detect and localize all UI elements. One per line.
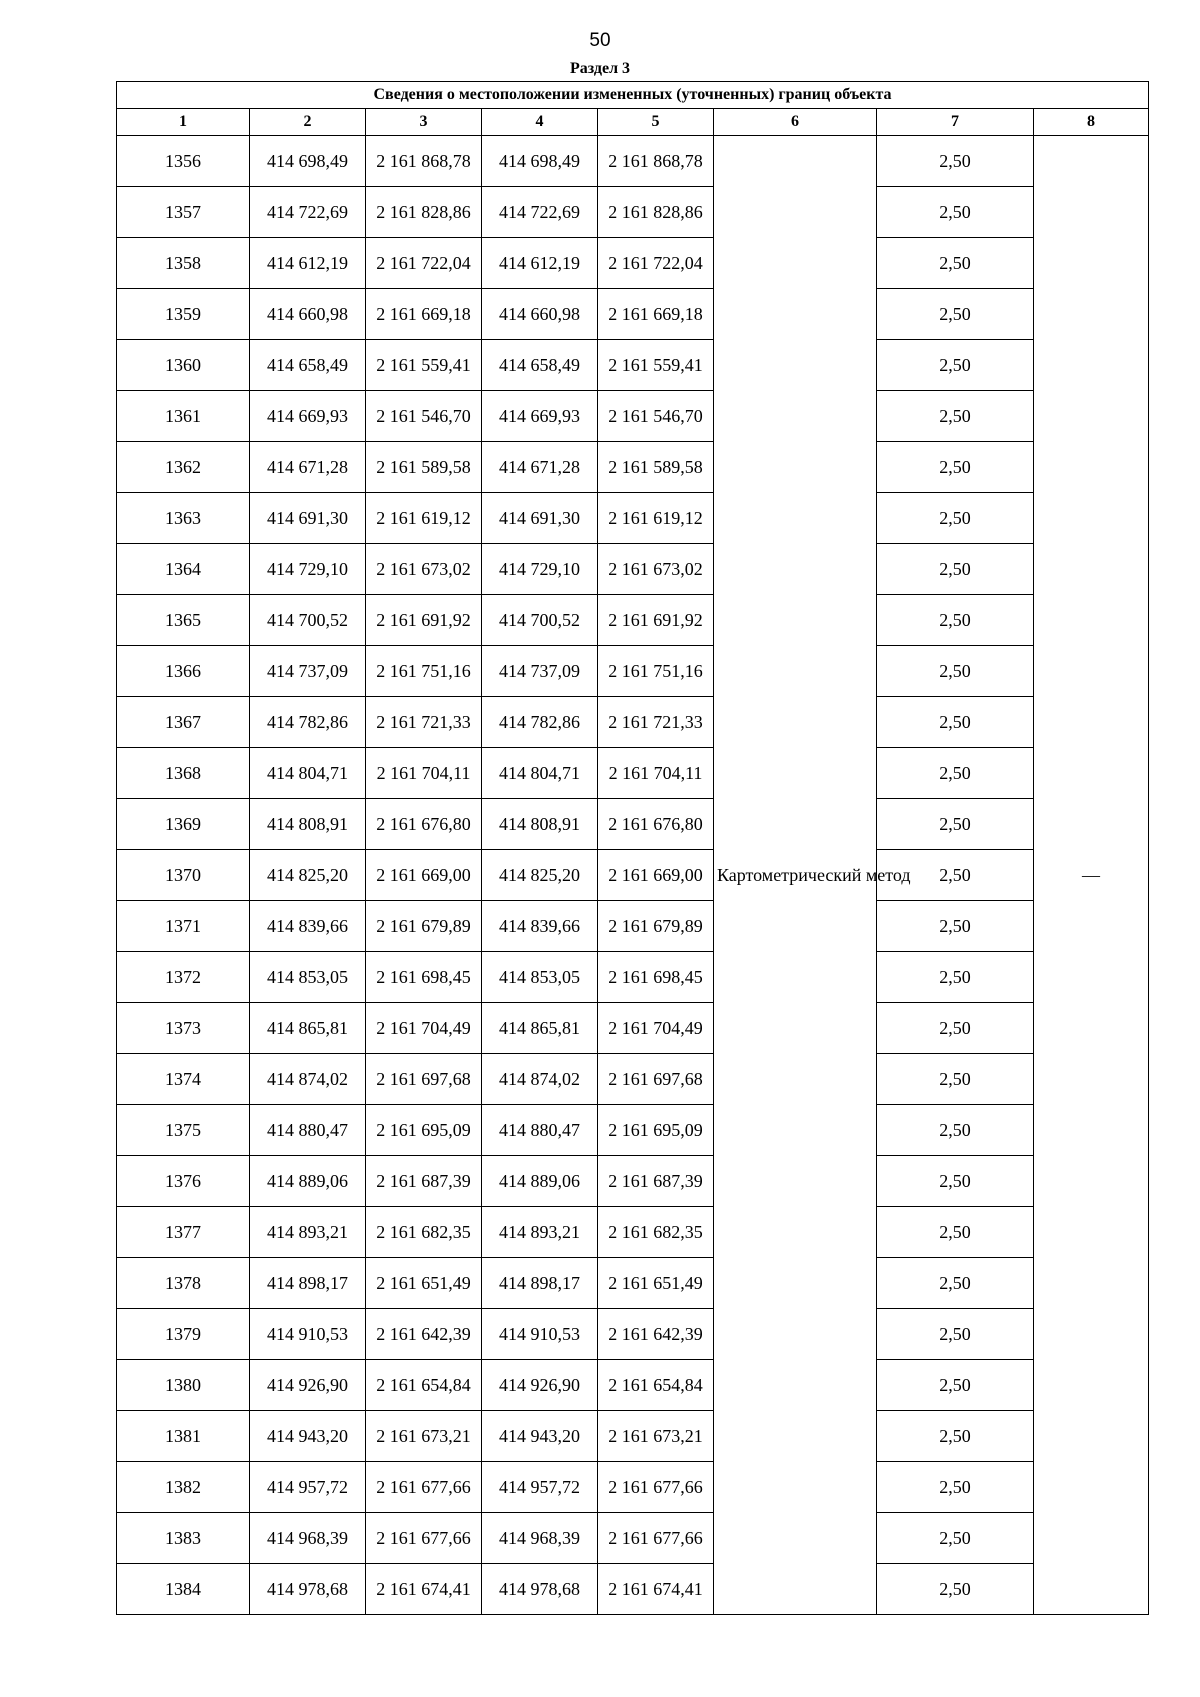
existing-x-cell: 414 691,30 <box>250 493 366 544</box>
new-x-cell: 414 808,91 <box>482 799 598 850</box>
new-x-cell: 414 898,17 <box>482 1258 598 1309</box>
existing-y-cell: 2 161 682,35 <box>366 1207 482 1258</box>
existing-y-cell: 2 161 642,39 <box>366 1309 482 1360</box>
point-number-cell: 1360 <box>117 340 250 391</box>
table-row <box>117 493 1149 544</box>
new-x-cell: 414 839,66 <box>482 901 598 952</box>
table-row <box>117 1003 1149 1054</box>
accuracy-cell: 2,50 <box>877 289 1034 340</box>
existing-x-cell: 414 968,39 <box>250 1513 366 1564</box>
new-x-cell: 414 889,06 <box>482 1156 598 1207</box>
new-y-cell: 2 161 828,86 <box>598 187 714 238</box>
existing-x-cell: 414 898,17 <box>250 1258 366 1309</box>
table-row <box>117 799 1149 850</box>
point-number-cell: 1359 <box>117 289 250 340</box>
accuracy-cell: 2,50 <box>877 1411 1034 1462</box>
new-x-cell: 414 893,21 <box>482 1207 598 1258</box>
existing-x-cell: 414 825,20 <box>250 850 366 901</box>
new-y-cell: 2 161 704,49 <box>598 1003 714 1054</box>
new-y-cell: 2 161 651,49 <box>598 1258 714 1309</box>
existing-x-cell: 414 839,66 <box>250 901 366 952</box>
point-number-cell: 1367 <box>117 697 250 748</box>
new-x-cell: 414 874,02 <box>482 1054 598 1105</box>
accuracy-cell: 2,50 <box>877 238 1034 289</box>
existing-y-cell: 2 161 704,49 <box>366 1003 482 1054</box>
existing-y-cell: 2 161 679,89 <box>366 901 482 952</box>
table-row <box>117 1411 1149 1462</box>
table-row <box>117 748 1149 799</box>
table-row <box>117 697 1149 748</box>
accuracy-cell: 2,50 <box>877 442 1034 493</box>
accuracy-cell: 2,50 <box>877 1360 1034 1411</box>
existing-x-cell: 414 722,69 <box>250 187 366 238</box>
table-row <box>117 850 1149 901</box>
new-x-cell: 414 957,72 <box>482 1462 598 1513</box>
point-number-cell: 1381 <box>117 1411 250 1462</box>
new-y-cell: 2 161 589,58 <box>598 442 714 493</box>
new-x-cell: 414 671,28 <box>482 442 598 493</box>
point-number-cell: 1362 <box>117 442 250 493</box>
existing-y-cell: 2 161 828,86 <box>366 187 482 238</box>
table-row <box>117 1462 1149 1513</box>
table-row <box>117 595 1149 646</box>
column-number-row <box>117 109 1149 136</box>
method-cell <box>714 136 911 1615</box>
new-y-cell: 2 161 698,45 <box>598 952 714 1003</box>
existing-x-cell: 414 700,52 <box>250 595 366 646</box>
existing-y-cell: 2 161 654,84 <box>366 1360 482 1411</box>
accuracy-cell: 2,50 <box>877 493 1034 544</box>
column-number-header: 3 <box>366 109 482 136</box>
new-x-cell: 414 729,10 <box>482 544 598 595</box>
point-number-cell: 1369 <box>117 799 250 850</box>
existing-y-cell: 2 161 697,68 <box>366 1054 482 1105</box>
table-row <box>117 1513 1149 1564</box>
existing-x-cell: 414 926,90 <box>250 1360 366 1411</box>
table-row <box>117 289 1149 340</box>
point-number-cell: 1384 <box>117 1564 250 1615</box>
new-y-cell: 2 161 687,39 <box>598 1156 714 1207</box>
new-x-cell: 414 612,19 <box>482 238 598 289</box>
existing-x-cell: 414 943,20 <box>250 1411 366 1462</box>
existing-x-cell: 414 658,49 <box>250 340 366 391</box>
table-row <box>117 1207 1149 1258</box>
accuracy-cell: 2,50 <box>877 1207 1034 1258</box>
existing-y-cell: 2 161 704,11 <box>366 748 482 799</box>
new-y-cell: 2 161 677,66 <box>598 1513 714 1564</box>
accuracy-cell: 2,50 <box>877 1054 1034 1105</box>
table-row <box>117 391 1149 442</box>
point-number-cell: 1364 <box>117 544 250 595</box>
accuracy-cell: 2,50 <box>877 646 1034 697</box>
point-number-cell: 1376 <box>117 1156 250 1207</box>
accuracy-cell: 2,50 <box>877 952 1034 1003</box>
existing-y-cell: 2 161 619,12 <box>366 493 482 544</box>
new-y-cell: 2 161 679,89 <box>598 901 714 952</box>
existing-y-cell: 2 161 677,66 <box>366 1513 482 1564</box>
existing-x-cell: 414 669,93 <box>250 391 366 442</box>
existing-y-cell: 2 161 674,41 <box>366 1564 482 1615</box>
new-y-cell: 2 161 669,00 <box>598 850 714 901</box>
column-number-header: 8 <box>1034 109 1149 136</box>
new-x-cell: 414 943,20 <box>482 1411 598 1462</box>
existing-x-cell: 414 612,19 <box>250 238 366 289</box>
existing-y-cell: 2 161 673,02 <box>366 544 482 595</box>
point-number-cell: 1378 <box>117 1258 250 1309</box>
column-number-header: 2 <box>250 109 366 136</box>
existing-x-cell: 414 729,10 <box>250 544 366 595</box>
new-y-cell: 2 161 697,68 <box>598 1054 714 1105</box>
existing-y-cell: 2 161 722,04 <box>366 238 482 289</box>
new-y-cell: 2 161 546,70 <box>598 391 714 442</box>
table-row <box>117 646 1149 697</box>
point-number-cell: 1377 <box>117 1207 250 1258</box>
column-number-header: 5 <box>598 109 714 136</box>
accuracy-cell: 2,50 <box>877 340 1034 391</box>
new-y-cell: 2 161 674,41 <box>598 1564 714 1615</box>
existing-y-cell: 2 161 676,80 <box>366 799 482 850</box>
new-y-cell: 2 161 677,66 <box>598 1462 714 1513</box>
accuracy-cell: 2,50 <box>877 901 1034 952</box>
new-x-cell: 414 737,09 <box>482 646 598 697</box>
existing-y-cell: 2 161 751,16 <box>366 646 482 697</box>
accuracy-cell: 2,50 <box>877 595 1034 646</box>
existing-x-cell: 414 698,49 <box>250 136 366 187</box>
table-row <box>117 544 1149 595</box>
table-row <box>117 340 1149 391</box>
new-x-cell: 414 691,30 <box>482 493 598 544</box>
table-row <box>117 136 1149 187</box>
new-x-cell: 414 669,93 <box>482 391 598 442</box>
column-number-header: 1 <box>117 109 250 136</box>
existing-x-cell: 414 671,28 <box>250 442 366 493</box>
new-y-cell: 2 161 682,35 <box>598 1207 714 1258</box>
new-y-cell: 2 161 642,39 <box>598 1309 714 1360</box>
accuracy-cell: 2,50 <box>877 1309 1034 1360</box>
point-number-cell: 1361 <box>117 391 250 442</box>
existing-y-cell: 2 161 673,21 <box>366 1411 482 1462</box>
existing-y-cell: 2 161 669,18 <box>366 289 482 340</box>
accuracy-cell: 2,50 <box>877 391 1034 442</box>
table-row <box>117 238 1149 289</box>
point-number-cell: 1383 <box>117 1513 250 1564</box>
existing-x-cell: 414 660,98 <box>250 289 366 340</box>
existing-y-cell: 2 161 589,58 <box>366 442 482 493</box>
new-x-cell: 414 658,49 <box>482 340 598 391</box>
existing-x-cell: 414 978,68 <box>250 1564 366 1615</box>
existing-y-cell: 2 161 651,49 <box>366 1258 482 1309</box>
existing-x-cell: 414 737,09 <box>250 646 366 697</box>
accuracy-cell: 2,50 <box>877 1564 1034 1615</box>
table-body <box>117 136 1149 1615</box>
new-x-cell: 414 926,90 <box>482 1360 598 1411</box>
accuracy-cell: 2,50 <box>877 136 1034 187</box>
new-x-cell: 414 700,52 <box>482 595 598 646</box>
accuracy-cell: 2,50 <box>877 1156 1034 1207</box>
new-x-cell: 414 978,68 <box>482 1564 598 1615</box>
new-y-cell: 2 161 673,02 <box>598 544 714 595</box>
point-number-cell: 1373 <box>117 1003 250 1054</box>
accuracy-cell: 2,50 <box>877 544 1034 595</box>
table-row <box>117 187 1149 238</box>
point-number-cell: 1356 <box>117 136 250 187</box>
new-x-cell: 414 853,05 <box>482 952 598 1003</box>
new-y-cell: 2 161 704,11 <box>598 748 714 799</box>
point-number-cell: 1382 <box>117 1462 250 1513</box>
accuracy-cell: 2,50 <box>877 748 1034 799</box>
new-x-cell: 414 825,20 <box>482 850 598 901</box>
table-row <box>117 1054 1149 1105</box>
accuracy-cell: 2,50 <box>877 1105 1034 1156</box>
point-number-cell: 1366 <box>117 646 250 697</box>
existing-y-cell: 2 161 559,41 <box>366 340 482 391</box>
table-row <box>117 1258 1149 1309</box>
column-number-header: 7 <box>877 109 1034 136</box>
new-x-cell: 414 804,71 <box>482 748 598 799</box>
table-row <box>117 1309 1149 1360</box>
point-number-cell: 1375 <box>117 1105 250 1156</box>
new-y-cell: 2 161 868,78 <box>598 136 714 187</box>
existing-y-cell: 2 161 546,70 <box>366 391 482 442</box>
existing-y-cell: 2 161 698,45 <box>366 952 482 1003</box>
accuracy-cell: 2,50 <box>877 1258 1034 1309</box>
page-number: 50 <box>589 30 611 51</box>
existing-x-cell: 414 804,71 <box>250 748 366 799</box>
new-x-cell: 414 865,81 <box>482 1003 598 1054</box>
table-caption: Сведения о местоположении измененных (уточненных) границ объекта <box>117 82 1149 109</box>
existing-x-cell: 414 893,21 <box>250 1207 366 1258</box>
accuracy-cell: 2,50 <box>877 1462 1034 1513</box>
new-y-cell: 2 161 751,16 <box>598 646 714 697</box>
table-row <box>117 1564 1149 1615</box>
accuracy-cell: 2,50 <box>877 697 1034 748</box>
new-y-cell: 2 161 654,84 <box>598 1360 714 1411</box>
new-y-cell: 2 161 669,18 <box>598 289 714 340</box>
existing-x-cell: 414 865,81 <box>250 1003 366 1054</box>
existing-y-cell: 2 161 695,09 <box>366 1105 482 1156</box>
point-number-cell: 1380 <box>117 1360 250 1411</box>
existing-y-cell: 2 161 677,66 <box>366 1462 482 1513</box>
column-number-header: 4 <box>482 109 598 136</box>
table-row <box>117 1105 1149 1156</box>
existing-x-cell: 414 853,05 <box>250 952 366 1003</box>
new-y-cell: 2 161 676,80 <box>598 799 714 850</box>
new-y-cell: 2 161 673,21 <box>598 1411 714 1462</box>
new-x-cell: 414 660,98 <box>482 289 598 340</box>
new-x-cell: 414 698,49 <box>482 136 598 187</box>
existing-y-cell: 2 161 868,78 <box>366 136 482 187</box>
existing-x-cell: 414 880,47 <box>250 1105 366 1156</box>
existing-x-cell: 414 910,53 <box>250 1309 366 1360</box>
table-row <box>117 442 1149 493</box>
new-y-cell: 2 161 619,12 <box>598 493 714 544</box>
accuracy-cell: 2,50 <box>877 1003 1034 1054</box>
existing-y-cell: 2 161 721,33 <box>366 697 482 748</box>
column-8-cell: — <box>1034 136 1149 1615</box>
existing-y-cell: 2 161 691,92 <box>366 595 482 646</box>
point-number-cell: 1363 <box>117 493 250 544</box>
existing-y-cell: 2 161 687,39 <box>366 1156 482 1207</box>
new-y-cell: 2 161 695,09 <box>598 1105 714 1156</box>
section-title: Раздел 3 <box>569 60 631 77</box>
boundary-coordinates-table <box>116 81 1149 1615</box>
point-number-cell: 1358 <box>117 238 250 289</box>
method-label: Картометрический метод <box>717 865 911 885</box>
accuracy-cell: 2,50 <box>877 799 1034 850</box>
table-row <box>117 1156 1149 1207</box>
existing-x-cell: 414 957,72 <box>250 1462 366 1513</box>
new-x-cell: 414 722,69 <box>482 187 598 238</box>
point-number-cell: 1370 <box>117 850 250 901</box>
new-y-cell: 2 161 722,04 <box>598 238 714 289</box>
existing-x-cell: 414 808,91 <box>250 799 366 850</box>
point-number-cell: 1365 <box>117 595 250 646</box>
point-number-cell: 1368 <box>117 748 250 799</box>
existing-y-cell: 2 161 669,00 <box>366 850 482 901</box>
point-number-cell: 1371 <box>117 901 250 952</box>
accuracy-cell: 2,50 <box>877 850 1034 901</box>
new-y-cell: 2 161 721,33 <box>598 697 714 748</box>
new-x-cell: 414 782,86 <box>482 697 598 748</box>
column-number-header: 6 <box>714 109 877 136</box>
point-number-cell: 1374 <box>117 1054 250 1105</box>
new-y-cell: 2 161 691,92 <box>598 595 714 646</box>
table-row <box>117 1360 1149 1411</box>
new-x-cell: 414 880,47 <box>482 1105 598 1156</box>
table-row <box>117 952 1149 1003</box>
existing-x-cell: 414 782,86 <box>250 697 366 748</box>
new-x-cell: 414 910,53 <box>482 1309 598 1360</box>
new-y-cell: 2 161 559,41 <box>598 340 714 391</box>
new-x-cell: 414 968,39 <box>482 1513 598 1564</box>
point-number-cell: 1372 <box>117 952 250 1003</box>
accuracy-cell: 2,50 <box>877 1513 1034 1564</box>
accuracy-cell: 2,50 <box>877 187 1034 238</box>
existing-x-cell: 414 874,02 <box>250 1054 366 1105</box>
existing-x-cell: 414 889,06 <box>250 1156 366 1207</box>
point-number-cell: 1357 <box>117 187 250 238</box>
point-number-cell: 1379 <box>117 1309 250 1360</box>
table-row <box>117 901 1149 952</box>
